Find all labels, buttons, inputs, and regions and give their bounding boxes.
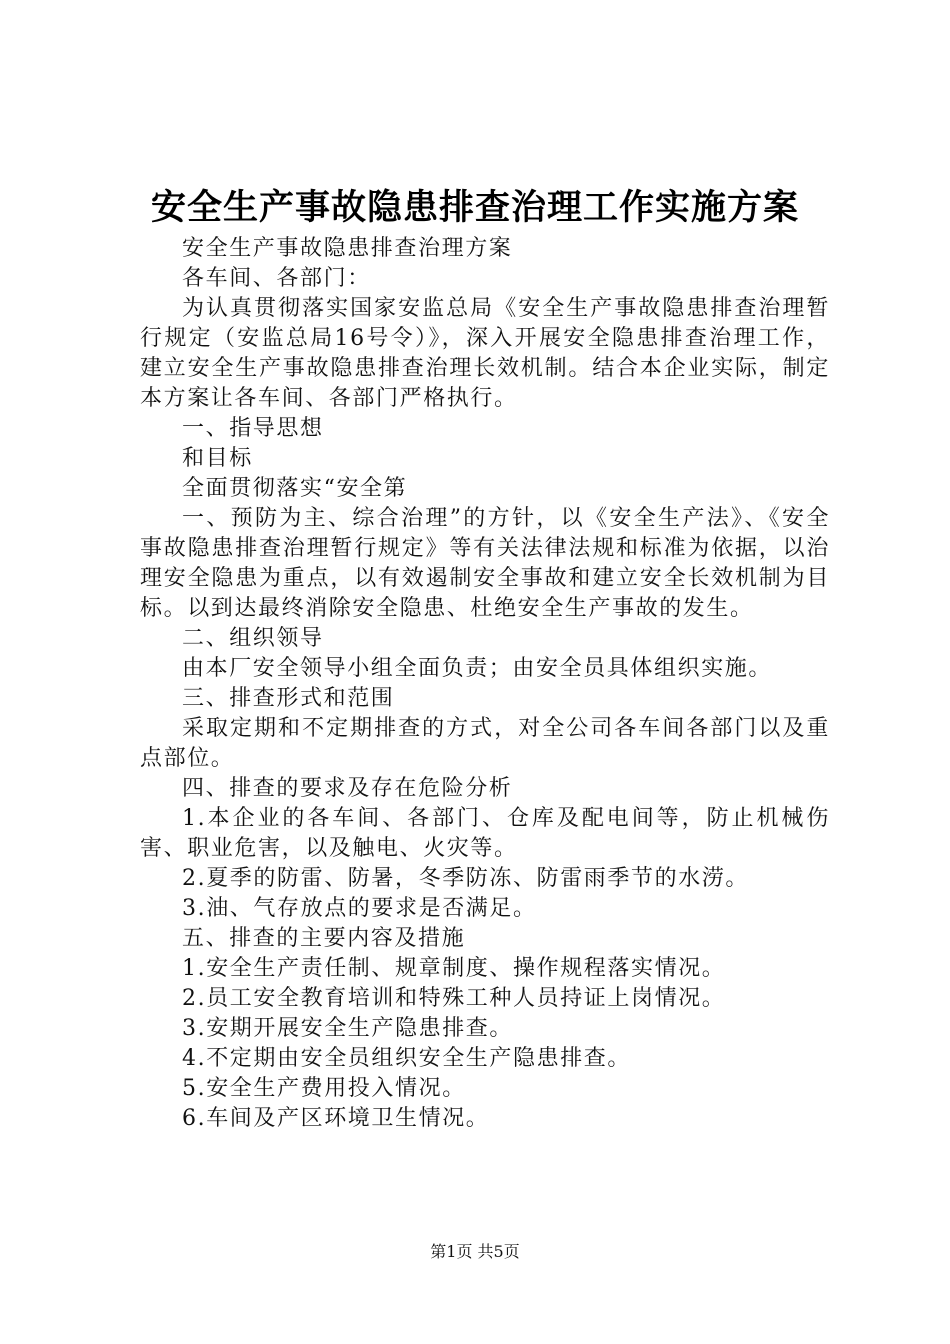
list-item: 3.油、气存放点的要求是否满足。	[182, 896, 537, 921]
section-heading-4: 四、排查的要求及存在危险分析	[182, 776, 513, 801]
list-item: 1.本企业的各车间、各部门、仓库及配电间等，防止机械伤害、职业危害，以及触电、火灾等。	[140, 806, 830, 861]
paragraph: 采取定期和不定期排查的方式，对全公司各车间各部门以及重点部位。	[140, 716, 830, 771]
paragraph-subtitle: 安全生产事故隐患排查治理方案	[182, 236, 513, 261]
section-heading-3: 三、排查形式和范围	[182, 686, 395, 711]
paragraph-salutation: 各车间、各部门：	[182, 266, 371, 291]
section-heading-5: 五、排查的主要内容及措施	[182, 926, 466, 951]
page-footer: 第1页 共5页	[430, 1242, 520, 1261]
paragraph: 和目标	[182, 446, 253, 471]
paragraph: 由本厂安全领导小组全面负责；由安全员具体组织实施。	[182, 656, 773, 681]
section-heading-2: 二、组织领导	[182, 626, 324, 651]
list-item: 6.车间及产区环境卫生情况。	[182, 1106, 490, 1131]
list-item: 2.员工安全教育培训和特殊工种人员持证上岗情况。	[182, 986, 726, 1011]
paragraph-guideline: 一、预防为主、综合治理”的方针，以《安全生产法》、《安全事故隐患排查治理暂行规定》等有关法律法规和标准为依据，以治理安全隐患为重点，以有效遏制安全事故和建立安全长效机制为目标。以到达最终消除安全隐患、杜绝安全生产事故的发生。	[140, 506, 830, 621]
document-body	[140, 234, 830, 1134]
list-item: 5.安全生产费用投入情况。	[182, 1076, 466, 1101]
list-item: 1.安全生产责任制、规章制度、操作规程落实情况。	[182, 956, 726, 981]
list-item: 4.不定期由安全员组织安全生产隐患排查。	[182, 1046, 631, 1071]
section-heading-1: 一、指导思想	[182, 416, 324, 441]
paragraph-intro: 为认真贯彻落实国家安监总局《安全生产事故隐患排查治理暂行规定（安监总局16号令）》，深入开展安全隐患排查治理工作，建立安全生产事故隐患排查治理长效机制。结合本企业实际，制定本方案让各车间、各部门严格执行。	[140, 296, 830, 411]
list-item: 3.安期开展安全生产隐患排查。	[182, 1016, 513, 1041]
list-item: 2.夏季的防雷、防暑，冬季防冻、防雷雨季节的水涝。	[182, 866, 749, 891]
paragraph: 全面贯彻落实“安全第	[182, 476, 408, 501]
document-title: 安全生产事故隐患排查治理工作实施方案	[150, 188, 799, 228]
